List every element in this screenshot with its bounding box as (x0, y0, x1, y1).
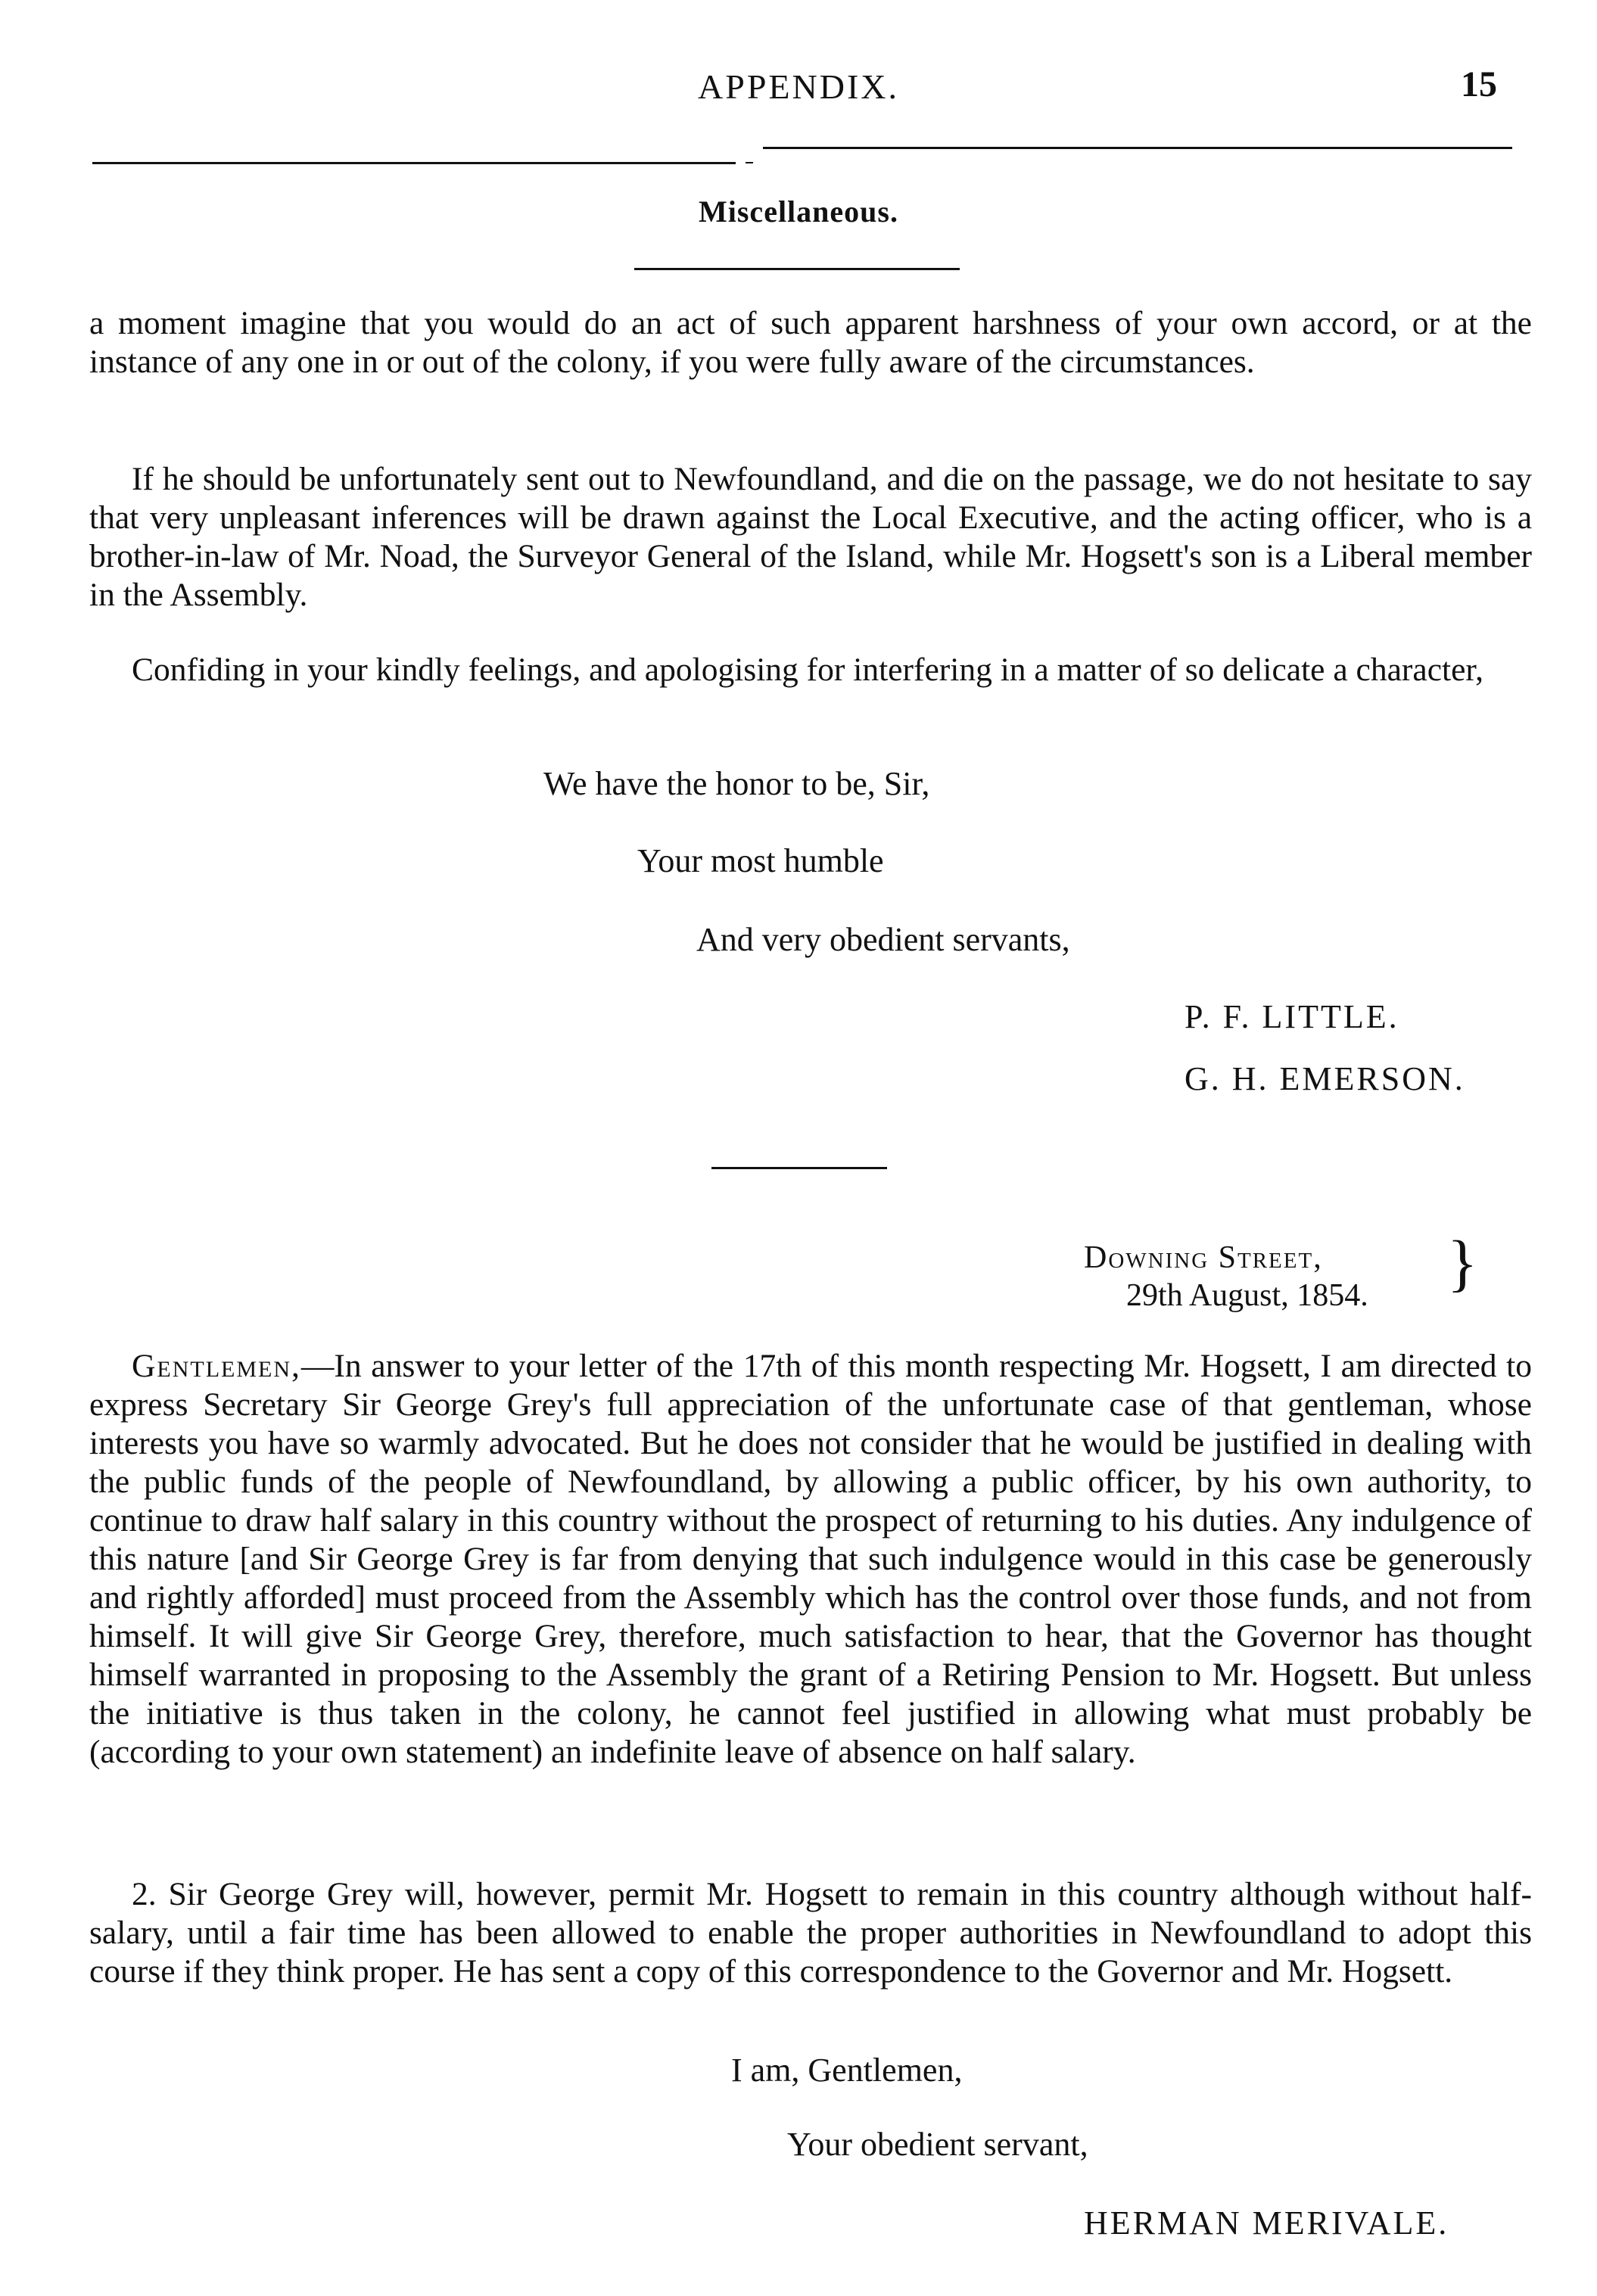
signatory-merivale: HERMAN MERIVALE. (1084, 2204, 1449, 2242)
signatory-emerson: G. H. EMERSON. (1185, 1060, 1465, 1097)
letter2-paragraph-1 (89, 1347, 1532, 1772)
section-heading: Miscellaneous. (699, 194, 898, 229)
letter1-closing-line-3: And very obedient servants, (696, 921, 1070, 958)
dateline-date: 29th August, 1854. (1126, 1278, 1368, 1313)
header-rule-dash (746, 162, 753, 163)
salutation: Gentlemen, (132, 1348, 301, 1384)
letter2-closing-line-1: I am, Gentlemen, (731, 2052, 963, 2089)
letter1-closing-line-2: Your most humble (637, 842, 884, 879)
header-rule-right (763, 147, 1512, 149)
letter2-paragraph-2: 2. Sir George Grey will, however, permit Mr. Hogsett to remain in this country although without half-salary, until a fair time has been allowed to enable the proper authorities in Newfoundland to adopt this course if they think proper. He has sent a copy of this correspondence to the Governor and Mr. Hogsett. (89, 1876, 1532, 1990)
letter1-paragraph-1: a moment imagine that you would do an act of such apparent harshness of your own accord, or at the instance of any one in or out of the colony, if you were fully aware of the circumstances. (89, 305, 1532, 380)
letter-separator-rule (711, 1167, 887, 1169)
dateline-brace: } (1447, 1228, 1478, 1299)
signatory-little: P. F. LITTLE. (1185, 998, 1399, 1035)
running-title: APPENDIX. (698, 67, 899, 106)
letter1-paragraph-2: If he should be unfortunately sent out to Newfoundland, and die on the passage, we do not hesitate to say that very unpleasant inferences will be drawn against the Local Executive, and the acting officer, who is a brother-in-law of Mr. Noad, the Surveyor General of the Island, while Mr. Hogsett's son is a Liberal member in the Assembly. (89, 461, 1532, 613)
section-rule (634, 268, 960, 270)
letter1-closing-line-1: We have the honor to be, Sir, (543, 765, 930, 802)
letter2-closing-line-2: Your obedient servant, (787, 2126, 1088, 2163)
page-number: 15 (1461, 64, 1497, 104)
letter2-paragraph-1-text: —In answer to your letter of the 17th of this month respecting Mr. Hogsett, I am directed to express Secretary Sir George Grey's full appreciation of the unfortunate case of that gentleman, whose interests you have so warmly advocated. But he does not consider that he would be justified in dealing with the public funds of the people of Newfoundland, by allowing a public officer, by his own authority, to continue to draw half salary in this country without the prospect of returning to his duties. Any indulgence of this nature [and Sir George Grey is far from denying that such indulgence would in this case be generously and rightly afforded] must proceed from the Assembly which has the control over those funds, and not from himself. It will give Sir George Grey, therefore, much satisfaction to hear, that the Governor has thought himself warranted in proposing to the Assembly the grant of a Retiring Pension to Mr. Hogsett. But unless the initiative is thus taken in the colony, he cannot feel justified in allowing what must probably be (according to your own statement) an indefinite leave of absence on half salary. (89, 1348, 1532, 1770)
dateline-place: Downing Street, (1084, 1240, 1323, 1275)
header-rule-left (92, 162, 736, 164)
letter1-paragraph-3: Confiding in your kindly feelings, and apologising for interfering in a matter of so delicate a character, (132, 652, 1484, 688)
